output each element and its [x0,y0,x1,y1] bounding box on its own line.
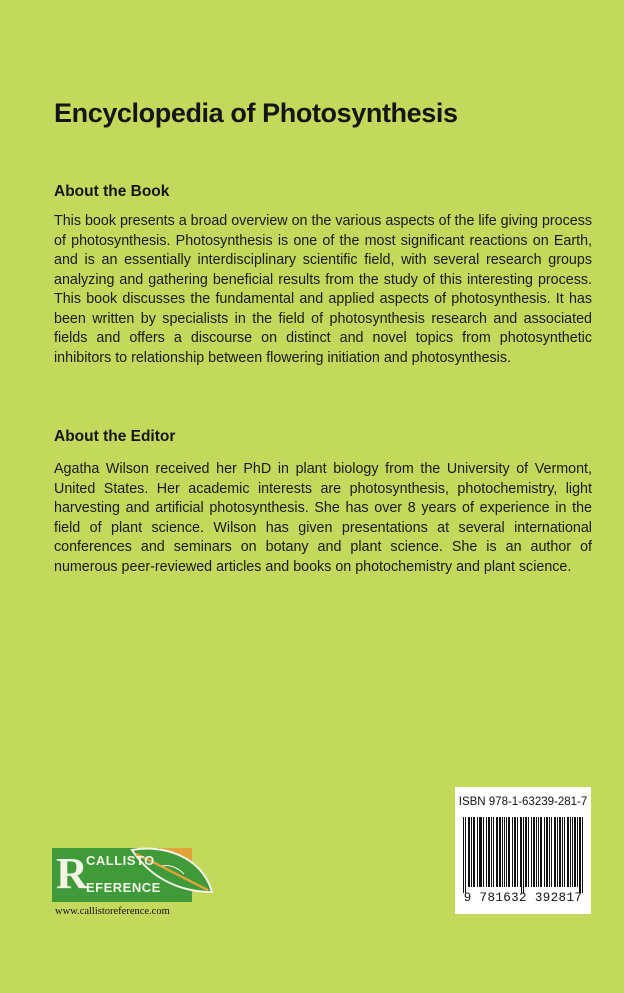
isbn-barcode-box [455,787,591,914]
isbn-label: ISBN 978-1-63239-281-7 [458,796,588,808]
barcode-icon [463,817,583,893]
publisher-url: www.callistoreference.com [55,906,170,917]
about-editor-heading: About the Editor [54,428,176,445]
publisher-logo [52,846,222,904]
logo-bottom-word: EFERENCE [86,880,161,895]
about-editor-text: Agatha Wilson received her PhD in plant biology from the University of Vermont, United States. Her academic interests are photosynthesis, photochemistry, light harvesting and artificial photosynthesis. She has over 8 years of experience in the field of plant science. Wilson has given presentations at several international conferences and seminars on botany and plant science. She is an author of numerous peer-reviewed articles and books on photochemistry and plant science. [54,461,592,575]
about-book-text: This book presents a broad overview on the various aspects of the life giving process of photosynthesis. Photosynthesis is one of the most significant reactions on Earth, and is an essentially interdisciplinary scientific field, with several research groups analyzing and gathering beneficial results from the study of this interesting process. This book discusses the fundamental and applied aspects of photosynthesis. It has been written by specialists in the field of photosynthesis research and associated fields and offers a discourse on distinct and novel topics from photosynthetic inhibitors to relationship between flowering initiation and photosynthesis. [54,213,593,366]
about-book-heading: About the Book [54,183,170,200]
barcode-digits: 9 781632 392817 [463,891,583,905]
logo-initial: R [56,849,88,898]
book-title: Encyclopedia of Photosynthesis [54,98,458,128]
logo-top-word: CALLISTO [86,853,155,868]
